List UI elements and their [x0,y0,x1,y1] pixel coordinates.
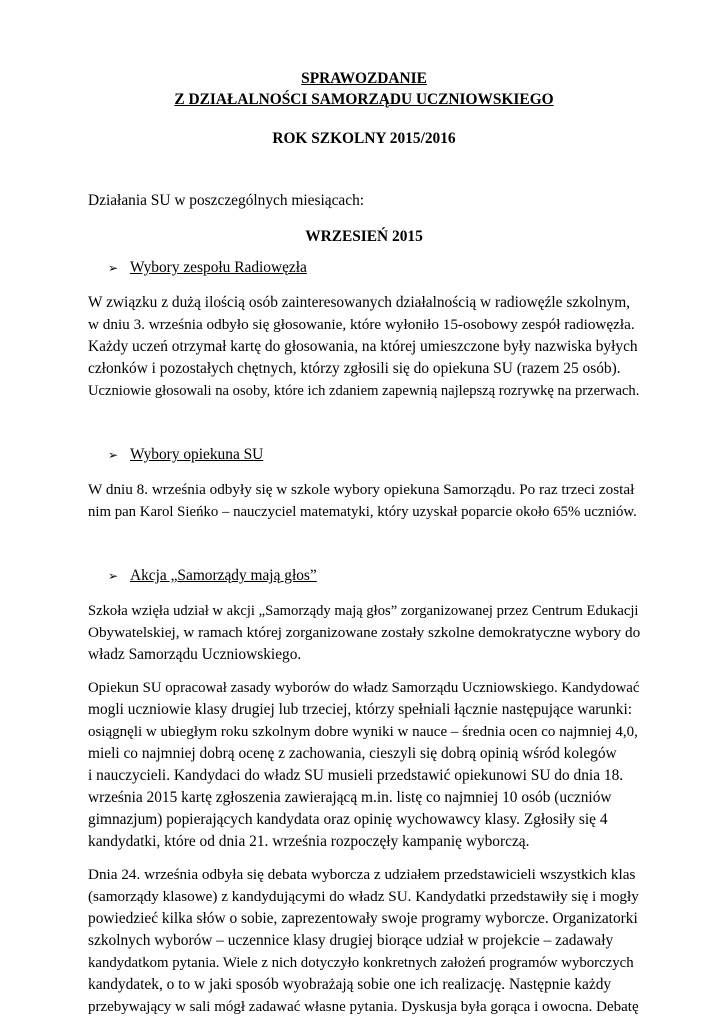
report-title-line2: Z DZIAŁALNOŚCI SAMORZĄDU UCZNIOWSKIEGO [174,91,554,108]
section-heading-su-guardian [88,444,640,466]
section-heading-label: Akcja „Samorządy mają głos” [130,567,317,584]
paragraph-election-rules [88,677,640,853]
section-heading-label: Wybory opiekuna SU [130,446,264,463]
arrow-bullet-icon: ➢ [108,448,119,462]
intro-text: Działania SU w poszczególnych miesiącach: [88,192,365,209]
paragraph-radio-team [88,292,640,402]
text-line: członków i pozostałych chętnych, którzy zgłosili się do opiekuna SU (razem 25 osób). [88,360,621,377]
arrow-bullet-icon: ➢ [108,569,119,583]
text-line: września 2015 kartę zgłoszenia zawierającą m.in. listę co najmniej 10 osób (uczniów [88,789,612,806]
month-heading: WRZESIEŃ 2015 [305,228,423,245]
section-heading-action [88,565,640,587]
text-line: Obywatelskiej, w ramach której zorganizowane zostały szkolne demokratyczne wybory do [88,624,641,641]
paragraph-su-guardian [88,479,640,523]
text-line: nim pan Karol Sieńko – nauczyciel matematyki, który uzyskał poparcie około 65% uczniów. [88,504,637,520]
text-line: W dniu 8. września odbyły się w szkole wybory opiekuna Samorządu. Po raz trzeci został [88,481,635,498]
report-title-line1: SPRAWOZDANIE [301,70,427,87]
text-line: władz Samorządu Uczniowskiego. [88,646,302,663]
text-line: szkolnych wyborów – uczennice klasy drugiej biorące udział w projekcie – zadawały [88,932,614,949]
text-line: (samorządy klasowe) z kandydującymi do władz SU. Kandydatki przedstawiły się i mogły [88,888,639,905]
text-line: mieli co najmniej dobrą ocenę z zachowania, cieszyli się dobrą opinią wśród kolegów [88,745,617,762]
document-page [88,68,640,1018]
school-year-heading: ROK SZKOLNY 2015/2016 [272,130,456,147]
text-line: Dnia 24. września odbyła się debata wyborcza z udziałem przedstawicieli wszystkich klas [88,866,636,883]
text-line: Uczniowie głosowali na osoby, które ich zdaniem zapewnią najlepszą rozrywkę na przerwach. [88,383,640,399]
text-line: przebywający w sali mógł zadawać własne pytania. Dyskusja była gorąca i owocna. Debatę [88,999,639,1015]
text-line: kandydatek, o to w jaki sposób wyobrażają sobie one ich realizację. Następnie każdy [88,976,612,993]
text-line: W związku z dużą ilością osób zainteresowanych działalnością w radiowęźle szkolnym, [88,294,631,311]
text-line: Szkoła wzięła udział w akcji „Samorządy mają głos” zorganizowanej przez Centrum Edukacji [88,603,639,619]
arrow-bullet-icon: ➢ [108,261,119,275]
text-line: powiedzieć kilka słów o sobie, zaprezentowały swoje programy wyborcze. Organizatorki [88,910,638,927]
section-heading-radio-team [88,257,640,279]
text-line: gimnazjum) popierających kandydata oraz opinię wychowawcy klasy. Zgłosiły się 4 [88,811,608,828]
text-line: i nauczycieli. Kandydaci do władz SU musieli przedstawić opiekunowi SU do dnia 18. [88,767,624,784]
text-line: osiągnęli w ubiegłym roku szkolnym dobre wyniki w nauce – średnia ocen co najmniej 4,0, [88,724,638,740]
text-line: kandydatkom pytania. Wiele z nich dotyczyło konkretnych założeń programów wyborczych [88,955,634,971]
paragraph-election-debate [88,864,640,1018]
text-line: w dniu 3. września odbyło się głosowanie, które wyłoniło 15-osobowy zespół radiowęzła. [88,316,635,333]
text-line: mogli uczniowie klasy drugiej lub trzeciej, którzy spełniali łącznie następujące warunki: [88,701,633,718]
paragraph-action-intro [88,600,640,666]
section-heading-label: Wybory zespołu Radiowęzła [130,259,307,276]
text-line: Opiekun SU opracował zasady wyborów do władz Samorządu Uczniowskiego. Kandydować [88,680,640,696]
text-line: Każdy uczeń otrzymał kartę do głosowania, na której umieszczone były nazwiska byłych [88,338,638,355]
text-line: kandydatki, które od dnia 21. września rozpoczęły kampanię wyborczą. [88,833,530,850]
